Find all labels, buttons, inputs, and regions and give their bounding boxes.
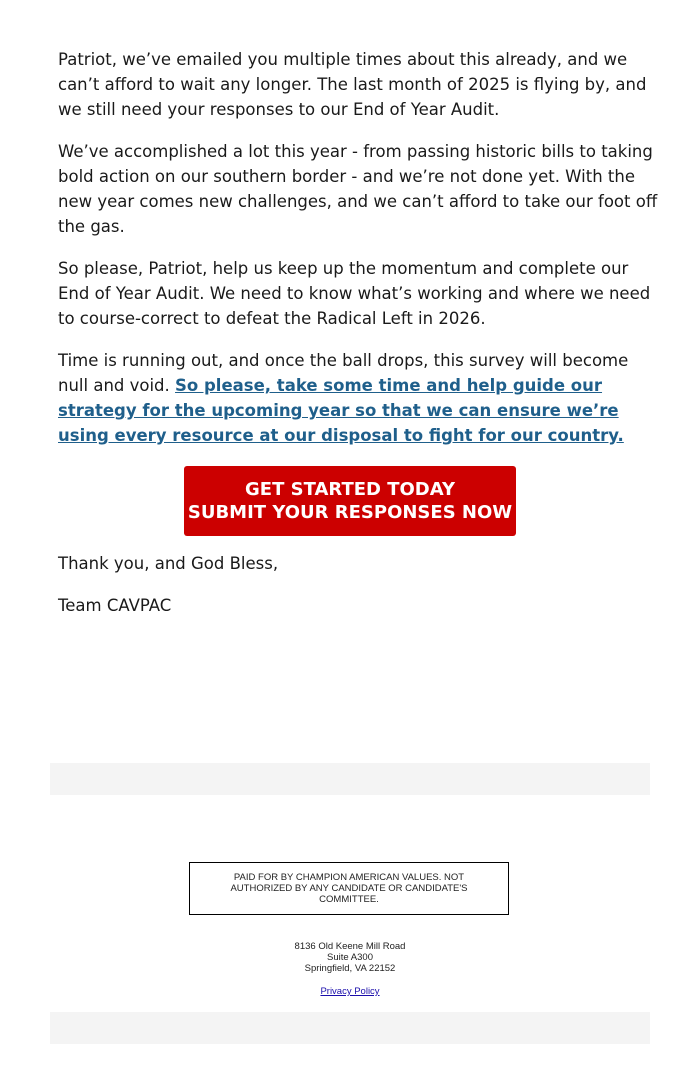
privacy-container	[200, 986, 500, 997]
address-line-1: 8136 Old Keene Mill Road	[294, 941, 406, 952]
body-paragraph-2: We’ve accomplished a lot this year - from passing historic bills to taking bold action on our southern border - and we’re not done yet. With the new year comes new challenges, and we can’t afford to take our foot off the gas.	[58, 142, 658, 236]
paid-for-disclaimer	[189, 862, 509, 915]
cta-line-2: SUBMIT YOUR RESPONSES NOW	[187, 502, 513, 523]
body-paragraph-4-text: Time is running out, and once the ball drops, this survey will become null and void.	[58, 351, 629, 395]
survey-strategy-link[interactable]: So please, take some time and help guide our strategy for the upcoming year so that we can ensure we’re using every resource at our disposal to fight for our country.	[58, 376, 624, 445]
disclaimer-text: PAID FOR BY CHAMPION AMERICAN VALUES. NOT AUTHORIZED BY ANY CANDIDATE OR CANDIDATE'S COMMITTEE.	[230, 872, 468, 905]
email-body	[58, 47, 658, 465]
mailing-address	[200, 941, 500, 974]
footer-divider-bottom	[50, 1012, 650, 1044]
closing-text: Thank you, and God Bless,	[58, 554, 279, 573]
body-paragraph-3: So please, Patriot, help us keep up the momentum and complete our End of Year Audit. We need to know what’s working and where we need to course-correct to defeat the Radical Left in 2026.	[58, 259, 651, 328]
get-started-button[interactable]	[184, 466, 516, 536]
body-paragraph-1: Patriot, we’ve emailed you multiple times about this already, and we can’t afford to wait any longer. The last month of 2025 is flying by, and we still need your responses to our End of Year Audit.	[58, 50, 647, 119]
body-paragraph-4	[58, 348, 658, 448]
signoff	[58, 551, 278, 635]
cta-line-1: GET STARTED TODAY	[245, 479, 455, 500]
footer-divider-top	[50, 763, 650, 795]
address-line-2: Suite A300	[327, 952, 373, 963]
signature-text: Team CAVPAC	[58, 596, 172, 615]
address-line-3: Springfield, VA 22152	[304, 963, 396, 974]
privacy-policy-link[interactable]: Privacy Policy	[320, 986, 380, 997]
